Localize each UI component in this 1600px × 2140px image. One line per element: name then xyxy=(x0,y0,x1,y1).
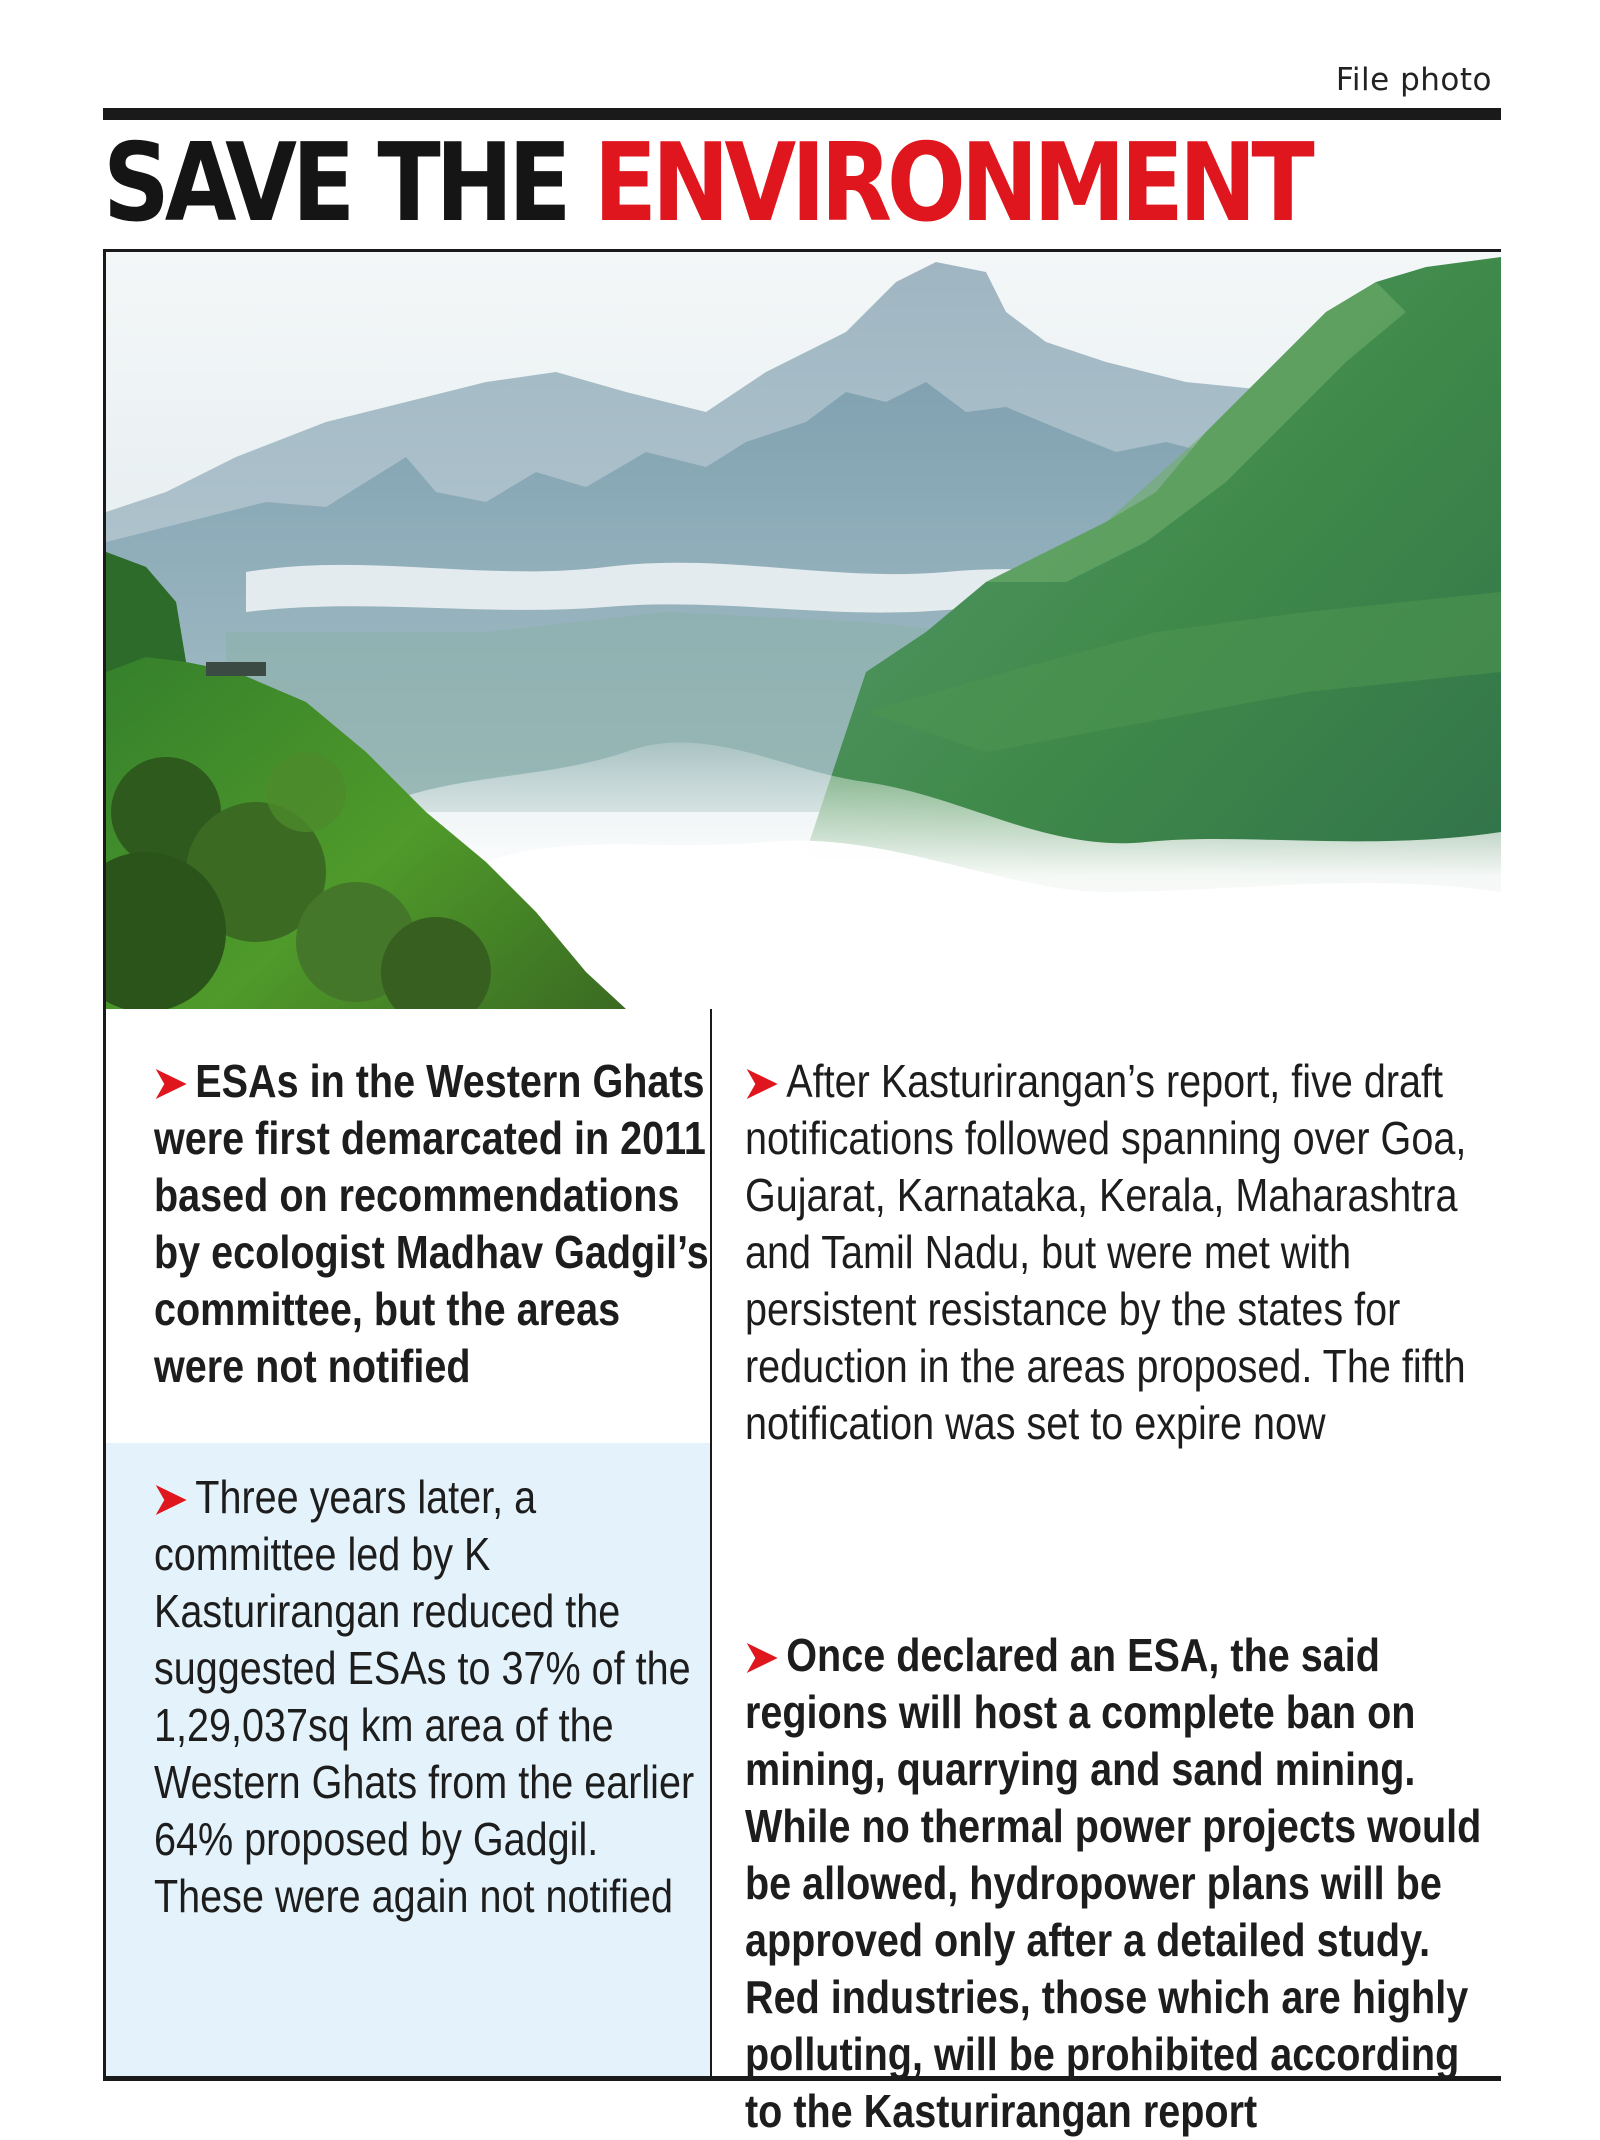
point-2-box xyxy=(106,1443,710,2076)
point-4-text: Once declared an ESA, the said regions will host a complete ban on mining, quarrying and sand mining. While no thermal power projects would be allowed, hydropower plans will be approved only after a detailed study. Red industries, those which are highly polluting, will be prohibited according to the Kasturirangan report xyxy=(745,1629,1482,2137)
red-arrowhead-icon xyxy=(154,1483,188,1517)
photo-credit: File photo xyxy=(1335,62,1492,98)
infobox-panel xyxy=(103,249,1501,2137)
point-2 xyxy=(154,1469,714,1925)
headline xyxy=(103,121,1310,246)
point-3-text: After Kasturirangan’s report, five draft notifications followed spanning over Goa, Gujarat, Karnataka, Kerala, Maharashtra and Tamil Nadu, but were met with persistent resistance by the states for reduction in the areas proposed. The fifth notification was set to expire now xyxy=(745,1055,1467,1449)
top-rule xyxy=(103,108,1501,120)
point-4 xyxy=(745,1627,1505,2140)
right-column xyxy=(712,1009,1501,2137)
red-arrowhead-icon xyxy=(745,1067,779,1101)
point-2-text: Three years later, a committee led by K Kasturirangan reduced the suggested ESAs to 37% of the 1,29,037sq km area of the Western Ghats from the earlier 64% proposed by Gadgil. These were again not notified xyxy=(154,1471,695,1922)
point-1 xyxy=(154,1053,714,1395)
red-arrowhead-icon xyxy=(745,1641,779,1675)
mountain-photo xyxy=(106,252,1501,1009)
headline-part-2: ENVIRONMENT xyxy=(593,121,1310,246)
point-1-box xyxy=(106,1009,710,1443)
red-arrowhead-icon xyxy=(154,1067,188,1101)
point-3 xyxy=(745,1053,1505,1452)
headline-part-1: SAVE THE xyxy=(103,121,567,246)
point-1-text: ESAs in the Western Ghats were first demarcated in 2011 based on recommendations by ecologist Madhav Gadgil’s committee, but the areas were not notified xyxy=(154,1055,709,1392)
